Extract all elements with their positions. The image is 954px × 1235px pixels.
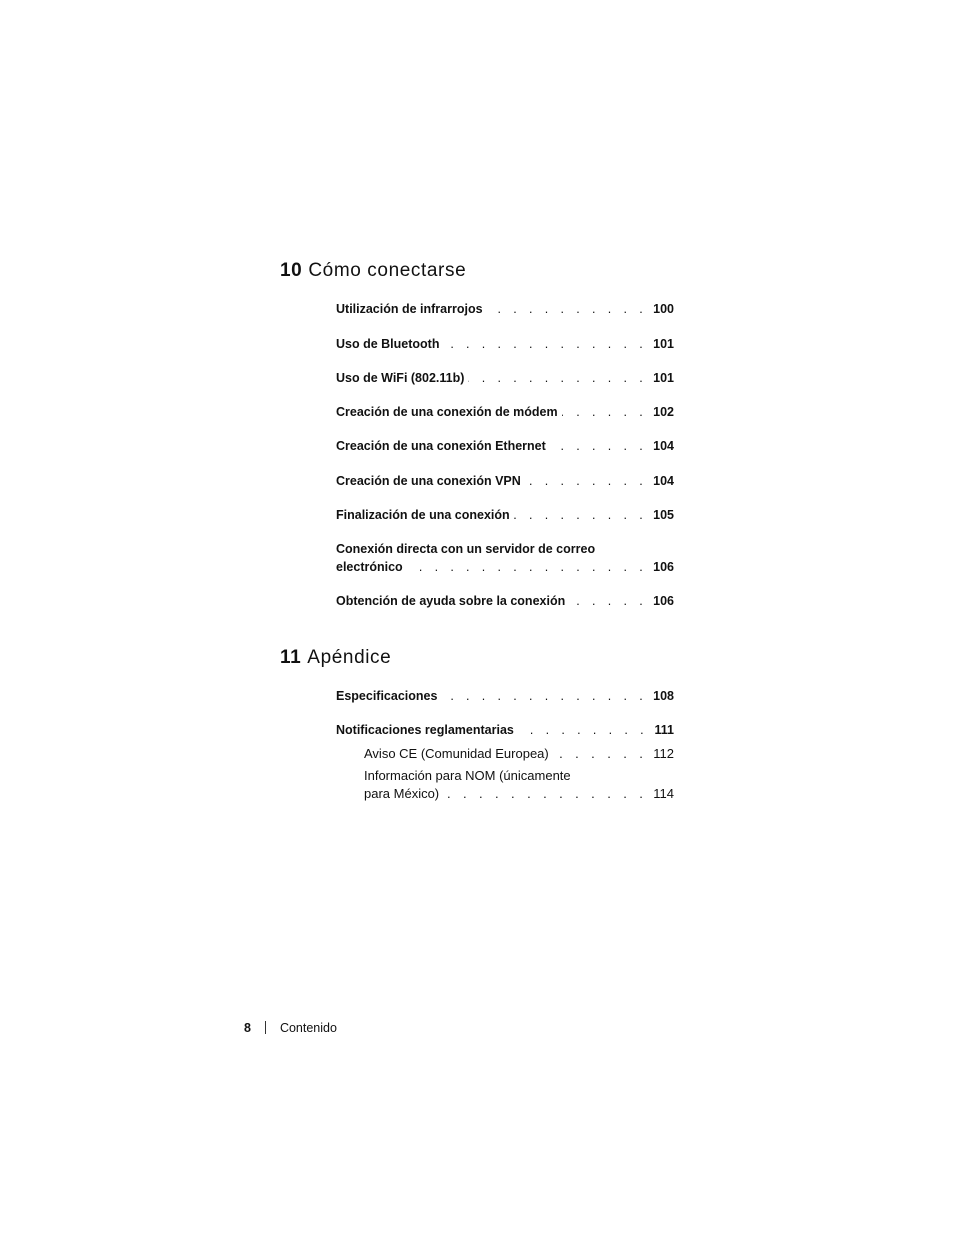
footer-page-number: 8 [244, 1021, 251, 1035]
toc-entry-label: Utilización de infrarrojos [336, 302, 483, 316]
footer-section-name: Contenido [279, 1021, 337, 1035]
dot-leader [441, 687, 647, 705]
toc-entry-label: Creación de una conexión Ethernet [336, 439, 546, 453]
chapter-heading [280, 647, 680, 669]
toc-subentry-page: 114 [653, 786, 674, 801]
page-footer [244, 1019, 337, 1037]
toc-entry[interactable] [336, 369, 674, 387]
toc-entry-page: 108 [653, 689, 674, 703]
toc-entry[interactable] [336, 472, 674, 490]
toc-entry-page: 102 [653, 405, 674, 419]
toc-entry-label: Creación de una conexión VPN [336, 474, 521, 488]
toc-entry-page: 111 [654, 723, 674, 737]
toc-entry[interactable] [336, 721, 674, 739]
toc-entry-label: Obtención de ayuda sobre la conexión [336, 594, 566, 608]
chapter-title: Apéndice [307, 647, 392, 668]
toc-subentry-page: 112 [653, 746, 674, 761]
toc-entry-label: Especificaciones [336, 689, 438, 703]
toc-entry-label: Uso de WiFi (802.11b) [336, 371, 465, 385]
toc-entry[interactable] [336, 506, 674, 524]
toc-subentry-label-line1: Información para NOM (únicamente [364, 768, 571, 783]
toc-entry-page: 105 [653, 508, 674, 522]
toc-subentry[interactable] [364, 767, 674, 803]
toc-subentry-label: para México) [364, 786, 440, 801]
toc-entry-page: 100 [653, 302, 674, 316]
toc-entry-page: 104 [653, 474, 674, 488]
toc-entry-page: 106 [653, 560, 674, 574]
toc-entry-page: 106 [653, 594, 674, 608]
dot-leader [468, 369, 647, 387]
chapter-title: Cómo conectarse [308, 260, 467, 281]
chapter-number: 11 [280, 647, 302, 668]
dot-leader [569, 592, 647, 610]
dot-leader [525, 472, 647, 490]
toc-entry-page: 101 [653, 337, 674, 351]
chapter-11 [280, 647, 680, 669]
chapter-number: 10 [280, 260, 303, 281]
toc-entry-page: 101 [653, 371, 674, 385]
dot-leader [562, 403, 648, 421]
toc-entry-label: Uso de Bluetooth [336, 337, 440, 351]
dot-leader [518, 721, 648, 739]
footer-separator [265, 1021, 266, 1034]
dot-leader [443, 335, 647, 353]
toc-entry-label: Finalización de una conexión [336, 508, 510, 522]
chapter-10 [280, 260, 680, 282]
toc-entry-page: 104 [653, 439, 674, 453]
dot-leader [550, 437, 647, 455]
dot-leader [443, 785, 647, 803]
toc-entry[interactable] [336, 403, 674, 421]
toc-entry[interactable] [336, 687, 674, 705]
dot-leader [487, 300, 648, 318]
chapter-heading [280, 260, 680, 282]
toc-entry[interactable] [336, 592, 674, 610]
toc-entry[interactable] [336, 540, 674, 576]
toc-entry[interactable] [336, 437, 674, 455]
toc-entry-label: Notificaciones reglamentarias [336, 723, 514, 737]
toc-subentry-label: Aviso CE (Comunidad Europea) [364, 746, 549, 761]
toc-subentry[interactable] [364, 745, 674, 763]
toc-entry-label: electrónico [336, 560, 403, 574]
toc-entry-label: Creación de una conexión de módem [336, 405, 558, 419]
toc-entry[interactable] [336, 335, 674, 353]
dot-leader [514, 506, 648, 524]
toc-entry-label-line1: Conexión directa con un servidor de correo [336, 542, 596, 556]
toc-entry[interactable] [336, 300, 674, 318]
dot-leader [407, 558, 647, 576]
dot-leader [553, 745, 648, 763]
